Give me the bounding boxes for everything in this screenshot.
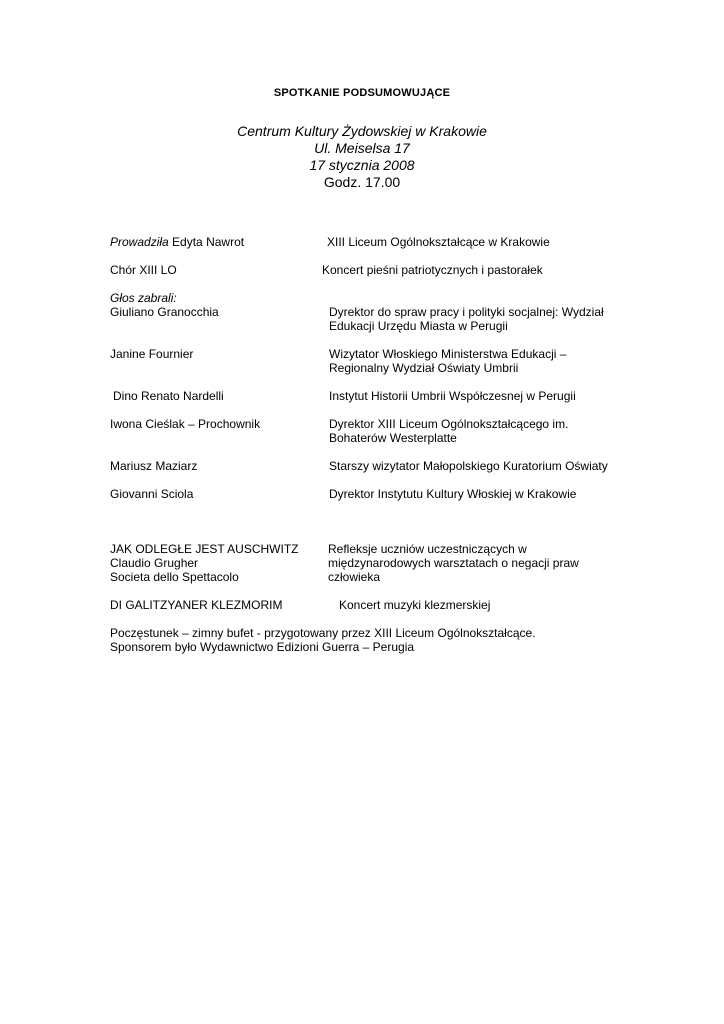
- venue-address: Ul. Meiselsa 17: [314, 140, 410, 156]
- host-label: Prowadziła: [110, 235, 169, 249]
- speaker-name: Mariusz Maziarz: [110, 459, 198, 473]
- performance-title: JAK ODLEGŁE JEST AUSCHWITZ: [110, 542, 299, 556]
- klezmer-desc: Koncert muzyki klezmerskiej: [339, 598, 491, 612]
- speaker-name: Dino Renato Nardelli: [113, 389, 224, 403]
- host-role: XIII Liceum Ogólnokształcące w Krakowie: [327, 235, 550, 249]
- performance-desc: międzynarodowych warsztatach o negacji praw: [328, 556, 579, 570]
- venue-name: Centrum Kultury Żydowskiej w Krakowie: [237, 123, 487, 139]
- speaker-role: Dyrektor do spraw pracy i polityki socjalnej: Wydział: [329, 305, 604, 319]
- event-time: Godz. 17.00: [323, 174, 401, 190]
- performance-desc: Refleksje uczniów uczestniczących w: [328, 542, 527, 556]
- speaker-role-continued: Bohaterów Westerplatte: [329, 431, 457, 445]
- catering-note: Poczęstunek – zimny bufet - przygotowany przez XIII Liceum Ogólnokształcące.: [110, 626, 536, 640]
- speaker-role: Instytut Historii Umbrii Współczesnej w Perugii: [329, 389, 576, 403]
- choir-name: Chór XIII LO: [110, 263, 177, 277]
- performance-company: Societa dello Spettacolo: [110, 570, 239, 584]
- speaker-role: Starszy wizytator Małopolskiego Kuratorium Oświaty: [329, 459, 608, 473]
- event-date: 17 stycznia 2008: [309, 157, 415, 173]
- sponsor-note: Sponsorem było Wydawnictwo Edizioni Guerra – Perugia: [110, 640, 415, 654]
- speaker-name: Giovanni Sciola: [110, 487, 194, 501]
- speaker-name: Janine Fournier: [110, 347, 194, 361]
- host-line: [110, 235, 244, 249]
- speaker-role: Dyrektor XIII Liceum Ogólnokształcącego im.: [329, 417, 569, 431]
- speaker-role: Dyrektor Instytutu Kultury Włoskiej w Krakowie: [329, 487, 577, 501]
- klezmer-name: DI GALITZYANER KLEZMORIM: [110, 598, 283, 612]
- performance-desc: człowieka: [328, 570, 381, 584]
- document-title: SPOTKANIE PODSUMOWUJĄCE: [273, 87, 451, 99]
- choir-role: Koncert pieśni patriotycznych i pastorałek: [322, 263, 543, 277]
- performance-author: Claudio Grugher: [110, 556, 199, 570]
- speaker-role: Wizytator Włoskiego Ministerstwa Edukacji –: [329, 347, 567, 361]
- speaker-name: Giuliano Granocchia: [110, 305, 219, 319]
- host-name: Edyta Nawrot: [172, 235, 245, 249]
- speaker-name: Iwona Cieślak – Prochownik: [110, 417, 261, 431]
- speaker-role-continued: Regionalny Wydział Oświaty Umbrii: [329, 361, 519, 375]
- speaker-role-continued: Edukacji Urzędu Miasta w Perugii: [329, 319, 508, 333]
- speakers-label: Głos zabrali:: [110, 291, 177, 305]
